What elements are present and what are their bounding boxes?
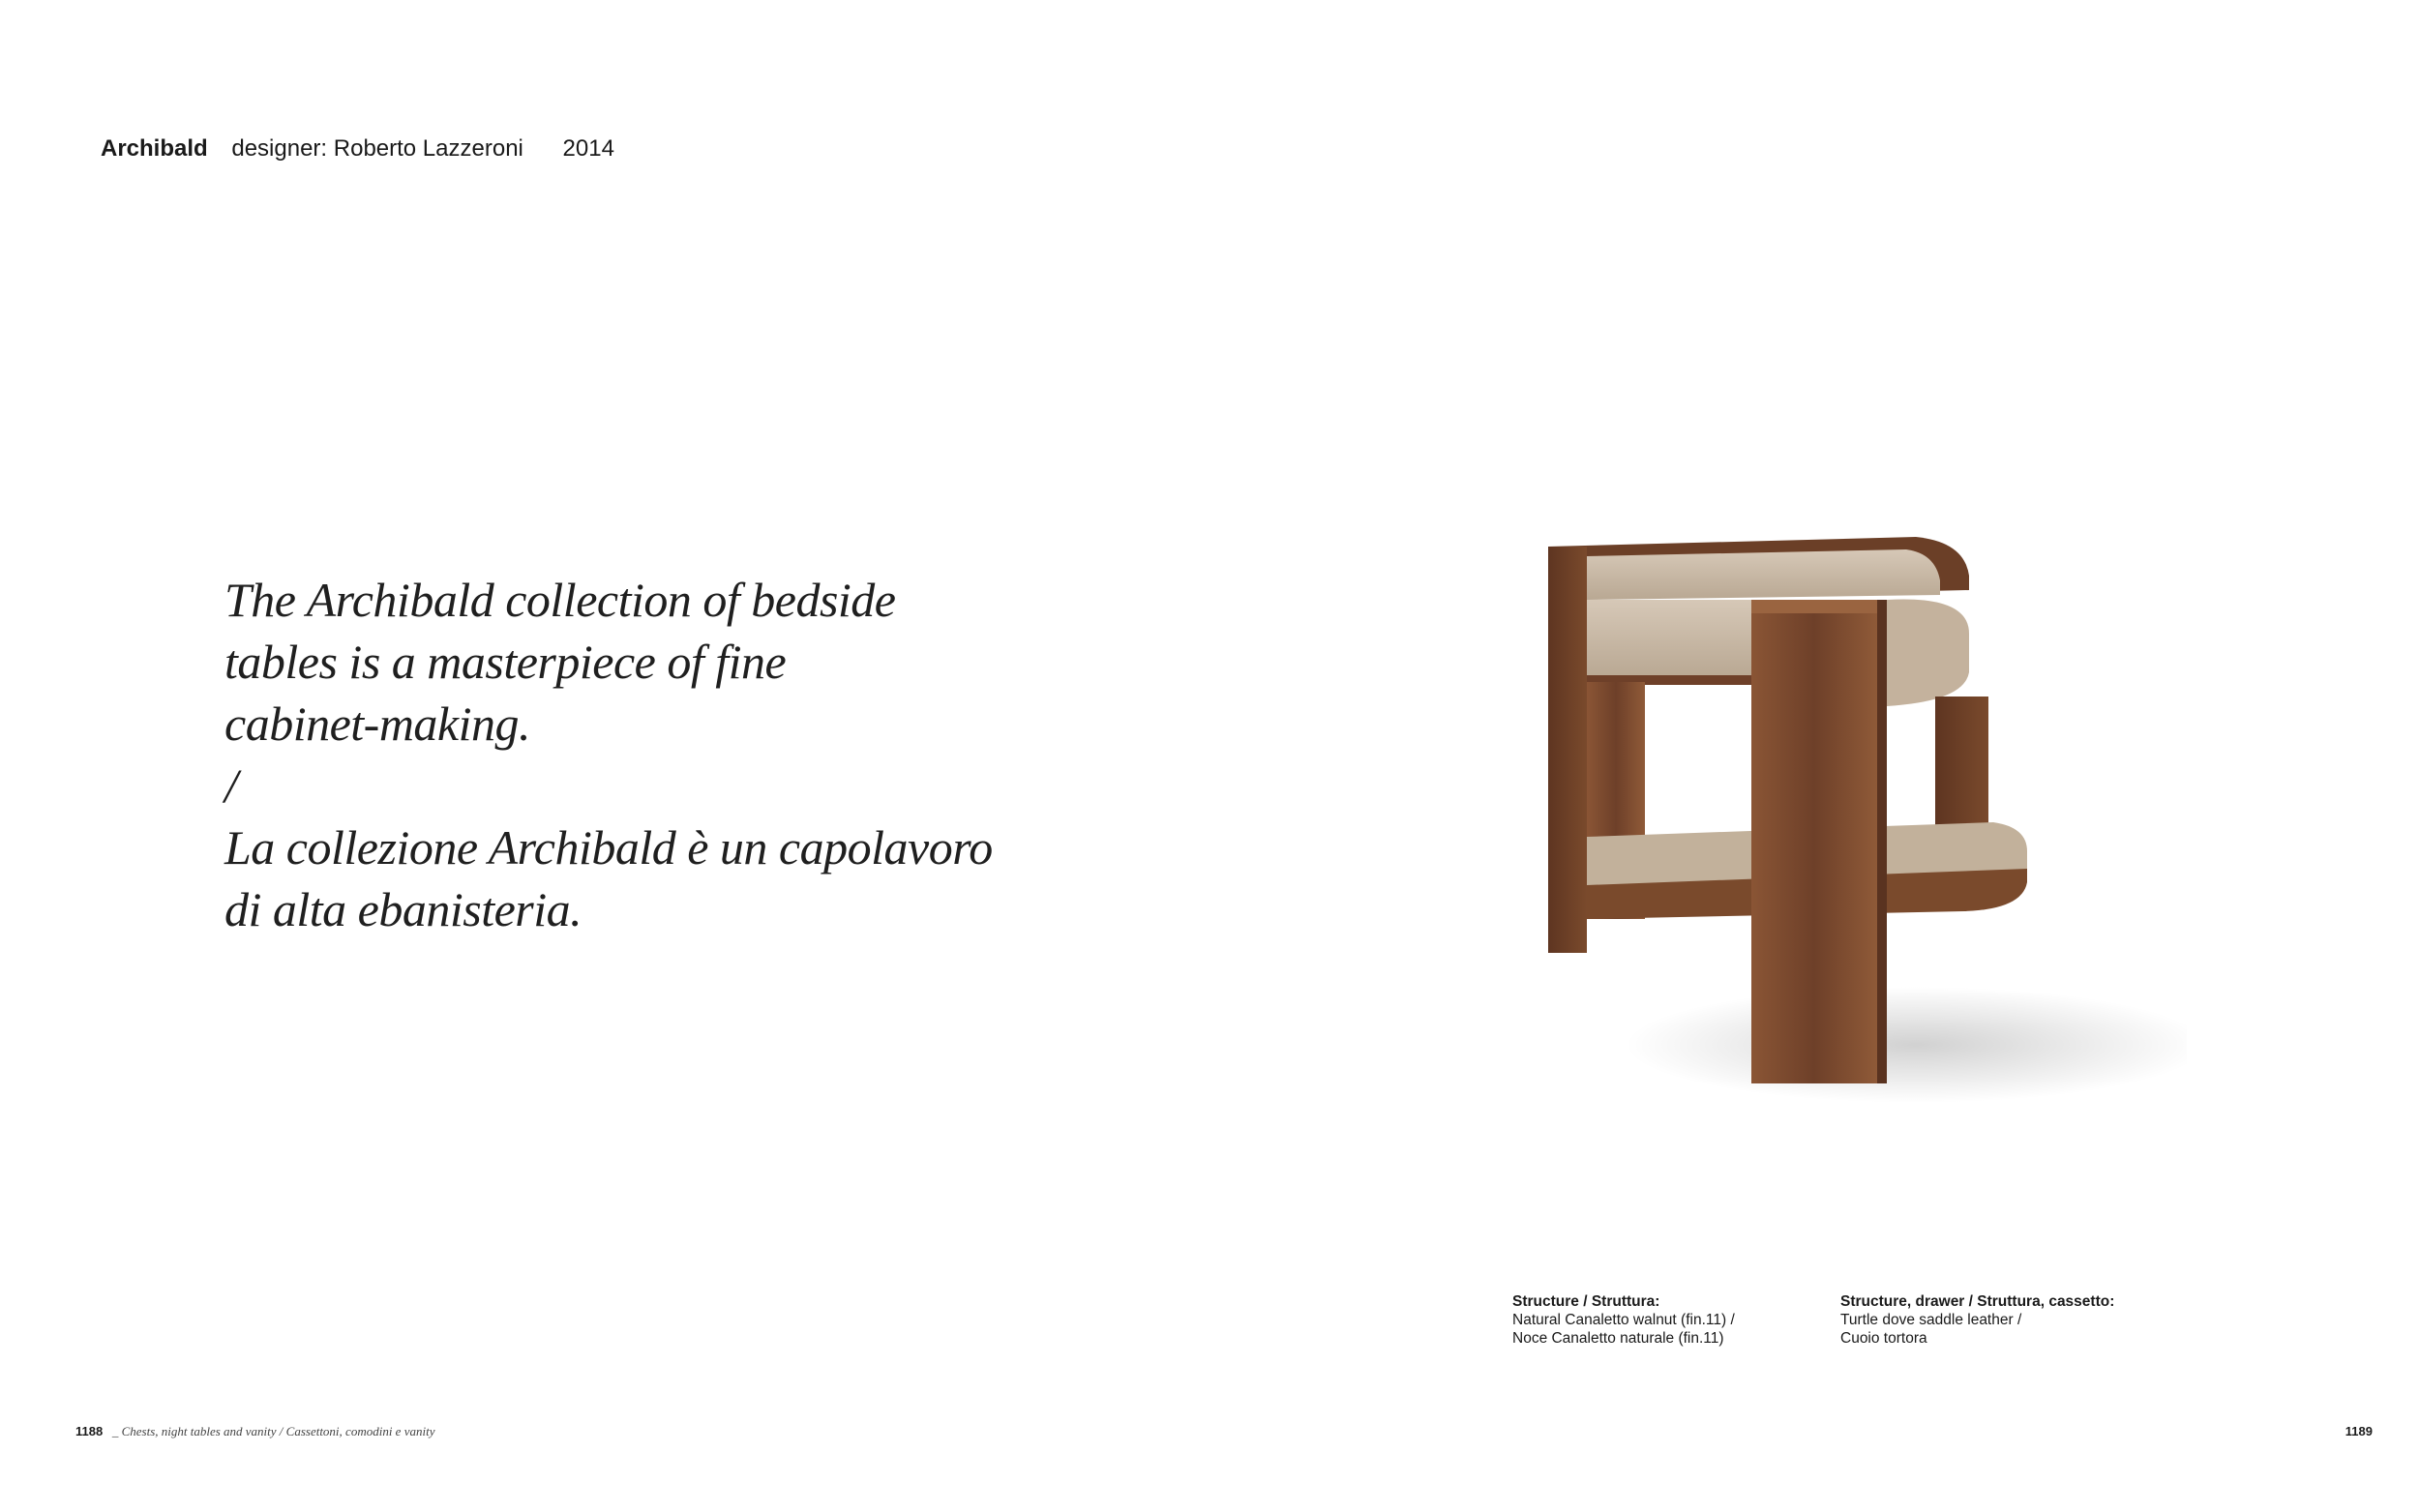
quote-line-it-2: di alta ebanisteria. <box>224 882 582 936</box>
quote-line-en-2: tables is a masterpiece of fine <box>224 635 787 689</box>
spec-value-line: Turtle dove saddle leather / <box>1840 1312 2022 1328</box>
quote-line-en-1: The Archibald collection of bedside <box>224 573 896 627</box>
page-number-right: 1189 <box>2344 1424 2373 1438</box>
spec-value-line: Natural Canaletto walnut (fin.11) / <box>1512 1312 1735 1328</box>
quote-separator: / <box>224 758 238 813</box>
collection-quote <box>224 569 1095 940</box>
product-name: Archibald <box>101 135 208 162</box>
spec-value-line: Cuoio tortora <box>1840 1330 1927 1347</box>
spec-label: Structure, drawer / Struttura, cassetto: <box>1840 1293 2115 1310</box>
spec-drawer <box>1840 1292 2114 1348</box>
product-photo <box>1509 503 2187 1112</box>
quote-line-en-3: cabinet-making. <box>224 697 531 751</box>
page-number-left: 1188 <box>75 1424 104 1438</box>
spec-label: Structure / Struttura: <box>1512 1293 1660 1310</box>
spec-value-line: Noce Canaletto naturale (fin.11) <box>1512 1330 1724 1347</box>
quote-line-it-1: La collezione Archibald è un capolavoro <box>224 820 993 875</box>
bedside-table-icon <box>1509 503 2187 1112</box>
designer-credit: designer: Roberto Lazzeroni <box>231 135 523 162</box>
spec-structure <box>1512 1292 1735 1348</box>
page-header <box>101 135 614 163</box>
footer-left <box>75 1424 434 1439</box>
section-title: _ Chests, night tables and vanity / Cassettoni, comodini e vanity <box>111 1424 435 1438</box>
design-year: 2014 <box>562 135 614 162</box>
